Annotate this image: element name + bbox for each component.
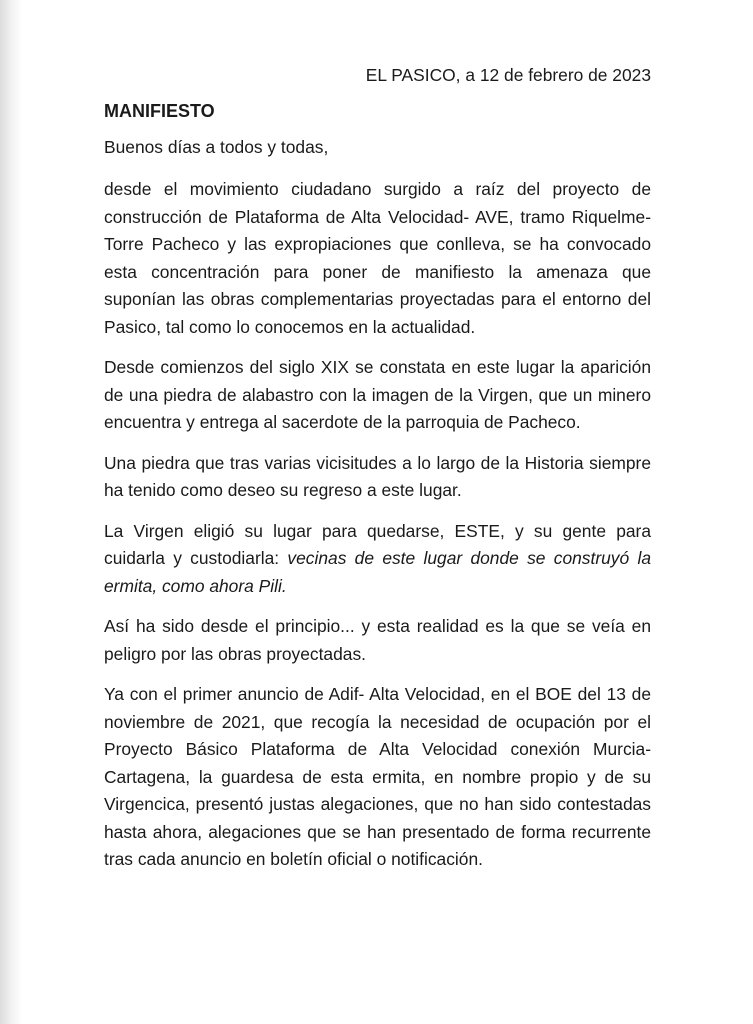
greeting: Buenos días a todos y todas, <box>104 136 329 157</box>
paragraph-4-text: La Virgen eligió su lugar para quedarse, ESTE, y su gente para cuidarla y custodiarla: <box>104 520 651 568</box>
page-edge-shadow <box>0 0 22 1024</box>
paragraph-5: Así ha sido desde el principio... y esta realidad es la que se veía en peligro por las obras proyectadas. <box>104 616 651 664</box>
paragraph-2: Desde comienzos del siglo XIX se constata en este lugar la aparición de una piedra de alabastro con la imagen de la Virgen, que un minero encuentra y entrega al sacerdote de la parroquia de Pacheco. <box>104 357 651 432</box>
paragraph-4 <box>104 518 651 601</box>
paragraph-1: desde el movimiento ciudadano surgido a raíz del proyecto de construcción de Plataforma de Alta Velocidad- AVE, tramo Riquelme-Torre Pacheco y las expropiaciones que conlleva, se ha convocado esta concentración para poner de manifiesto la amenaza que suponían las obras complementarias proyectadas para el entorno del Pasico, tal como lo conocemos en la actualidad. <box>104 179 651 337</box>
paragraph-3: Una piedra que tras varias vicisitudes a lo largo de la Historia siempre ha tenido como deseo su regreso a este lugar. <box>104 452 651 500</box>
document-title: MANIFIESTO <box>104 100 215 121</box>
document-body <box>104 62 651 887</box>
paragraph-6: Ya con el primer anuncio de Adif- Alta Velocidad, en el BOE del 13 de noviembre de 2021, que recogía la necesidad de ocupación por el Proyecto Básico Plataforma de Alta Velocidad conexión Murcia-Cartagena, la guardesa de esta ermita, en nombre propio y de su Virgencica, presentó justas alegaciones, que no han sido contestadas hasta ahora, alegaciones que se han presentado de forma recurrente tras cada anuncio en boletín oficial o notificación. <box>104 684 651 869</box>
date-line: EL PASICO, a 12 de febrero de 2023 <box>365 65 651 85</box>
paragraph-4-italic-text: vecinas de este lugar donde se construyó la ermita, como ahora Pili. <box>104 548 651 596</box>
